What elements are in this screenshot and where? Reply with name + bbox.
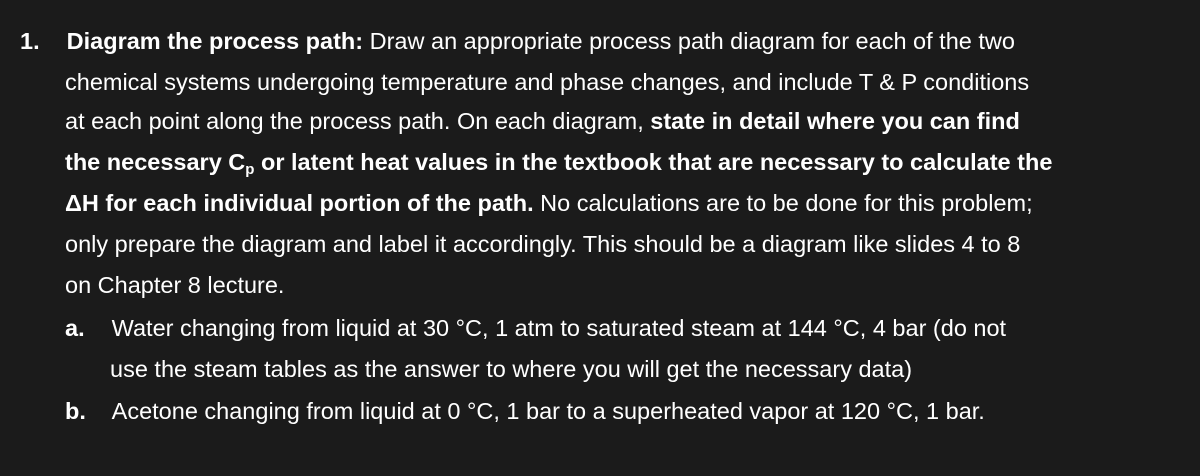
part-b-line-1 bbox=[65, 396, 985, 426]
problem-emphasis: state in detail where you can find bbox=[650, 108, 1020, 134]
problem-text: Draw an appropriate process path diagram for each of the two bbox=[369, 28, 1015, 54]
part-b-label: b. bbox=[65, 398, 86, 424]
problem-line-1 bbox=[20, 26, 1015, 56]
problem-line-2 bbox=[65, 67, 1029, 97]
problem-number: 1. bbox=[20, 28, 40, 54]
problem-text: on Chapter 8 lecture. bbox=[65, 272, 285, 298]
problem-line-4 bbox=[65, 147, 1052, 177]
part-a-text: use the steam tables as the answer to where you will get the necessary data) bbox=[110, 356, 913, 382]
part-a-line-2 bbox=[110, 354, 912, 384]
part-a-text: Water changing from liquid at 30 °C, 1 atm to saturated steam at 144 °C, 4 bar (do not bbox=[111, 315, 1007, 341]
part-b-text: Acetone changing from liquid at 0 °C, 1 bar to a superheated vapor at 120 °C, 1 bar. bbox=[111, 398, 985, 424]
cp-subscript: p bbox=[245, 161, 255, 178]
problem-text: chemical systems undergoing temperature and phase changes, and include T & P conditions bbox=[65, 69, 1030, 95]
problem-line-7 bbox=[65, 270, 284, 300]
problem-emphasis: ΔH for each individual portion of the path. bbox=[65, 190, 534, 216]
problem-line-3 bbox=[65, 106, 1020, 136]
problem-heading: Diagram the process path: bbox=[66, 28, 364, 54]
part-a-label: a. bbox=[65, 315, 85, 341]
problem-text: at each point along the process path. On each diagram, bbox=[65, 108, 651, 134]
problem-text: No calculations are to be done for this problem; bbox=[533, 190, 1033, 216]
problem-text: only prepare the diagram and label it accordingly. This should be a diagram like slides 4 to 8 bbox=[65, 231, 1021, 257]
problem-line-6 bbox=[65, 229, 1020, 259]
problem-emphasis: or latent heat values in the textbook that are necessary to calculate the bbox=[254, 149, 1053, 175]
problem-line-5 bbox=[65, 188, 1033, 218]
problem-emphasis: the necessary C bbox=[65, 149, 246, 175]
part-a-line-1 bbox=[65, 313, 1006, 343]
